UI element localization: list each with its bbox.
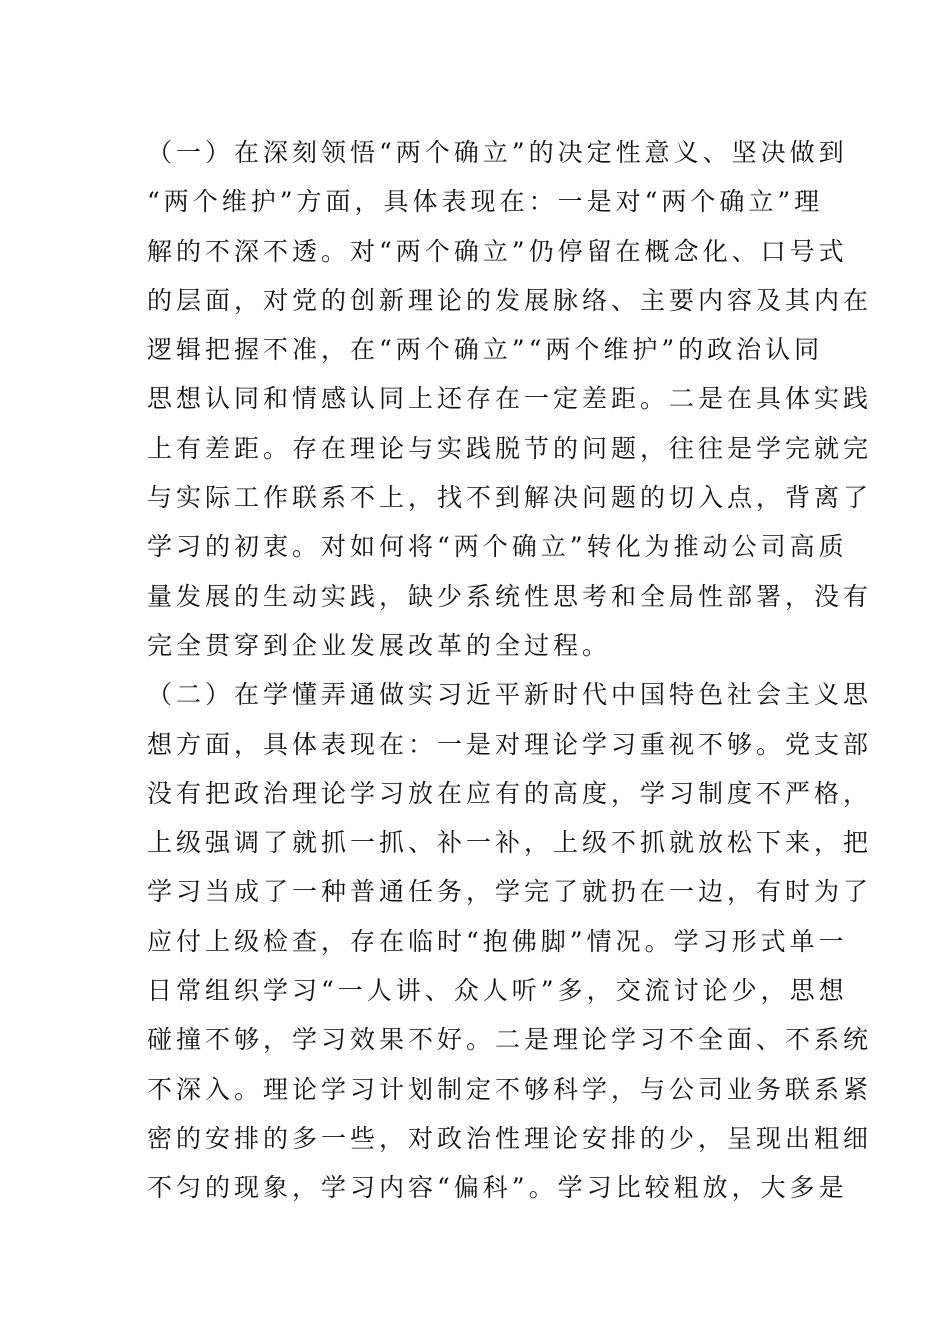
text-line: 学习的初衷。对如何将“两个确立”转化为推动公司高质 — [147, 532, 848, 562]
text-line: 日常组织学习“一人讲、众人听”多，交流讨论少，思想 — [147, 976, 848, 1006]
text-line: 量发展的生动实践，缺少系统性思考和全局性部署，没有 — [147, 581, 873, 611]
text-line: （二）在学懂弄通做实习近平新时代中国特色社会主义思 — [147, 680, 873, 710]
text-line: “两个维护”方面，具体表现在：一是对“两个确立”理 — [147, 187, 824, 217]
text-line: 与实际工作联系不上，找不到解决问题的切入点，背离了 — [147, 483, 873, 513]
text-line: 应付上级检查，存在临时“抱佛脚”情况。学习形式单一 — [147, 926, 848, 956]
text-line: 不匀的现象，学习内容“偏科”。学习比较粗放，大多是 — [147, 1173, 848, 1203]
text-line: 密的安排的多一些，对政治性理论安排的少，呈现出粗细 — [147, 1123, 873, 1153]
text-line: （一）在深刻领悟“两个确立”的决定性意义、坚决做到 — [147, 138, 848, 167]
text-line: 的层面，对党的创新理论的发展脉络、主要内容及其内在 — [147, 285, 873, 315]
text-line: 不深入。理论学习计划制定不够科学，与公司业务联系紧 — [147, 1074, 873, 1104]
text-line: 解的不深不透。对“两个确立”仍停留在概念化、口号式 — [147, 236, 848, 266]
text-line: 学习当成了一种普通任务，学完了就扔在一边，有时为了 — [147, 877, 873, 907]
text-line: 想方面，具体表现在：一是对理论学习重视不够。党支部 — [147, 729, 873, 759]
text-line: 完全贯穿到企业发展改革的全过程。 — [147, 630, 612, 660]
text-line: 思想认同和情感认同上还存在一定差距。二是在具体实践 — [147, 384, 873, 414]
text-line: 上有差距。存在理论与实践脱节的问题，往往是学完就完 — [147, 433, 873, 463]
text-line: 碰撞不够，学习效果不好。二是理论学习不全面、不系统 — [147, 1025, 873, 1055]
document-body — [147, 128, 873, 1213]
text-line: 逻辑把握不准，在“两个确立”“两个维护”的政治认同 — [147, 335, 824, 365]
text-line: 没有把政治理论学习放在应有的高度，学习制度不严格， — [147, 778, 873, 808]
text-line: 上级强调了就抓一抓、补一补，上级不抓就放松下来，把 — [147, 828, 873, 858]
